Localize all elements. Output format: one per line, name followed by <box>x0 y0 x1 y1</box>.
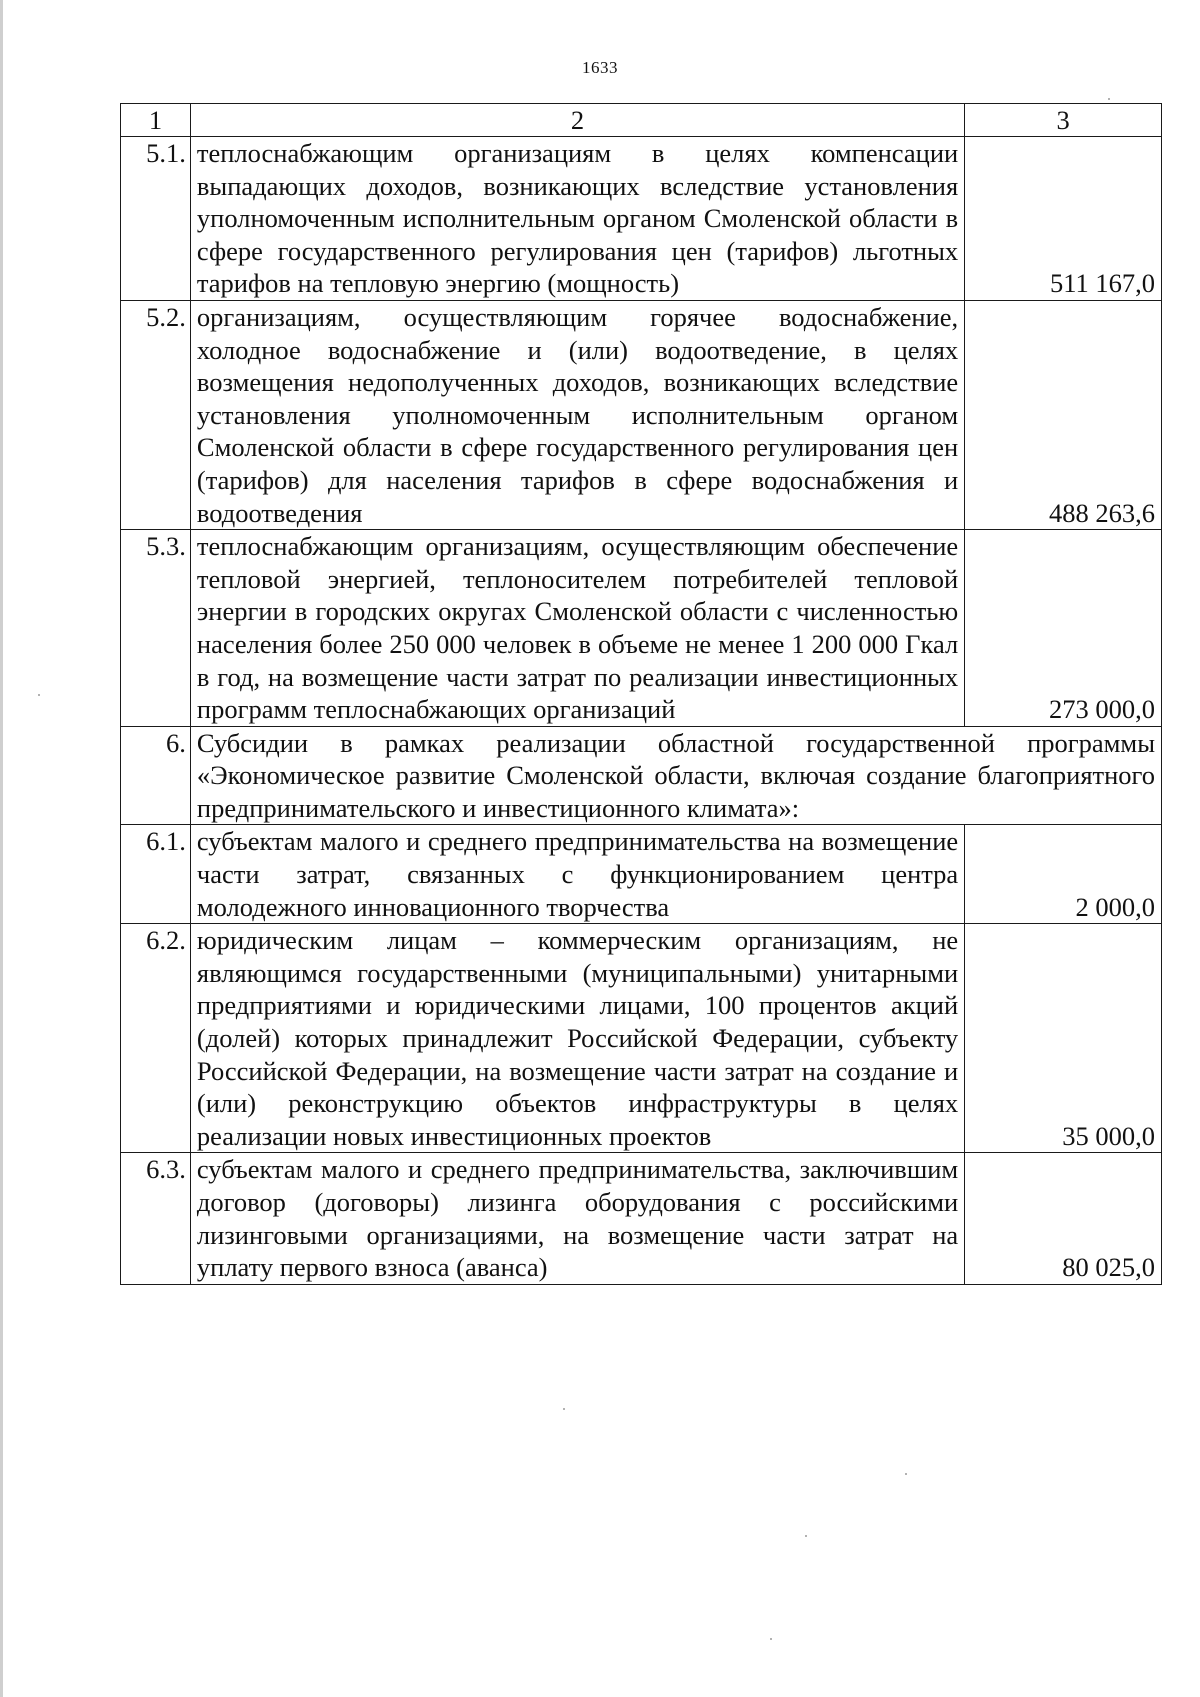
row-number: 5.3. <box>121 530 191 727</box>
scan-speck <box>1108 98 1110 100</box>
row-number: 5.2. <box>121 300 191 529</box>
row-number: 6.2. <box>121 924 191 1153</box>
row-description: субъектам малого и среднего предпринимательства на возмещение части затрат, связанных с функционированием центра молодежного инновационного творчества <box>190 825 964 924</box>
scan-speck <box>770 1638 772 1640</box>
row-description: организациям, осуществляющим горячее водоснабжение, холодное водоснабжение и (или) водоотведение, в целях возмещения недополученных доходов, возникающих вследствие установления уполномоченным исполнительным органом Смоленской области в сфере государственного регулирования цен (тарифов) для населения тарифов в сфере водоснабжения и водоотведения <box>190 300 964 529</box>
row-description: теплоснабжающим организациям в целях компенсации выпадающих доходов, возникающих вследствие установления уполномоченным исполнительным органом Смоленской области в сфере государственного регулирования цен (тарифов) льготных тарифов на тепловую энергию (мощность) <box>190 137 964 301</box>
table-row <box>121 924 1162 1153</box>
scan-speck <box>563 1408 565 1410</box>
row-number: 6.1. <box>121 825 191 924</box>
page-number: 1633 <box>582 58 618 77</box>
scan-speck <box>805 1535 807 1537</box>
row-amount: 511 167,0 <box>965 137 1162 301</box>
row-number: 6.3. <box>121 1153 191 1284</box>
row-amount: 273 000,0 <box>965 530 1162 727</box>
column-header-1: 1 <box>121 104 191 137</box>
column-header-3: 3 <box>965 104 1162 137</box>
row-amount: 80 025,0 <box>965 1153 1162 1284</box>
section-number: 6. <box>121 726 191 825</box>
table-row <box>121 300 1162 529</box>
table-row <box>121 137 1162 301</box>
section-title: Субсидии в рамках реализации областной государственной программы «Экономическое развитие Смоленской области, включая создание благоприятного предпринимательского и инвестиционного климата»: <box>190 726 1161 825</box>
row-description: юридическим лицам – коммерческим организациям, не являющимся государственными (муниципальными) унитарными предприятиями и юридическими лицами, 100 процентов акций (долей) которых принадлежит Российской Федерации, субъекту Российской Федерации, на возмещение части затрат на создание и (или) реконструкцию объектов инфраструктуры в целях реализации новых инвестиционных проектов <box>190 924 964 1153</box>
row-amount: 2 000,0 <box>965 825 1162 924</box>
table-row <box>121 1153 1162 1284</box>
column-header-2: 2 <box>190 104 964 137</box>
row-description: субъектам малого и среднего предпринимательства, заключившим договор (договоры) лизинга оборудования с российскими лизинговыми организациями, на возмещение части затрат на уплату первого взноса (аванса) <box>190 1153 964 1284</box>
scan-speck <box>905 1473 907 1475</box>
table-header-row <box>121 104 1162 137</box>
row-number: 5.1. <box>121 137 191 301</box>
scan-left-edge <box>0 0 3 1697</box>
row-amount: 35 000,0 <box>965 924 1162 1153</box>
table-row <box>121 530 1162 727</box>
table-row <box>121 825 1162 924</box>
row-description: теплоснабжающим организациям, осуществляющим обеспечение тепловой энергией, теплоносителем потребителей тепловой энергии в городских округах Смоленской области с численностью населения более 250 000 человек в объеме не менее 1 200 000 Гкал в год, на возмещение части затрат по реализации инвестиционных программ теплоснабжающих организаций <box>190 530 964 727</box>
scan-speck <box>38 694 40 696</box>
subsidy-table <box>120 103 1162 1285</box>
row-amount: 488 263,6 <box>965 300 1162 529</box>
table-section-row <box>121 726 1162 825</box>
